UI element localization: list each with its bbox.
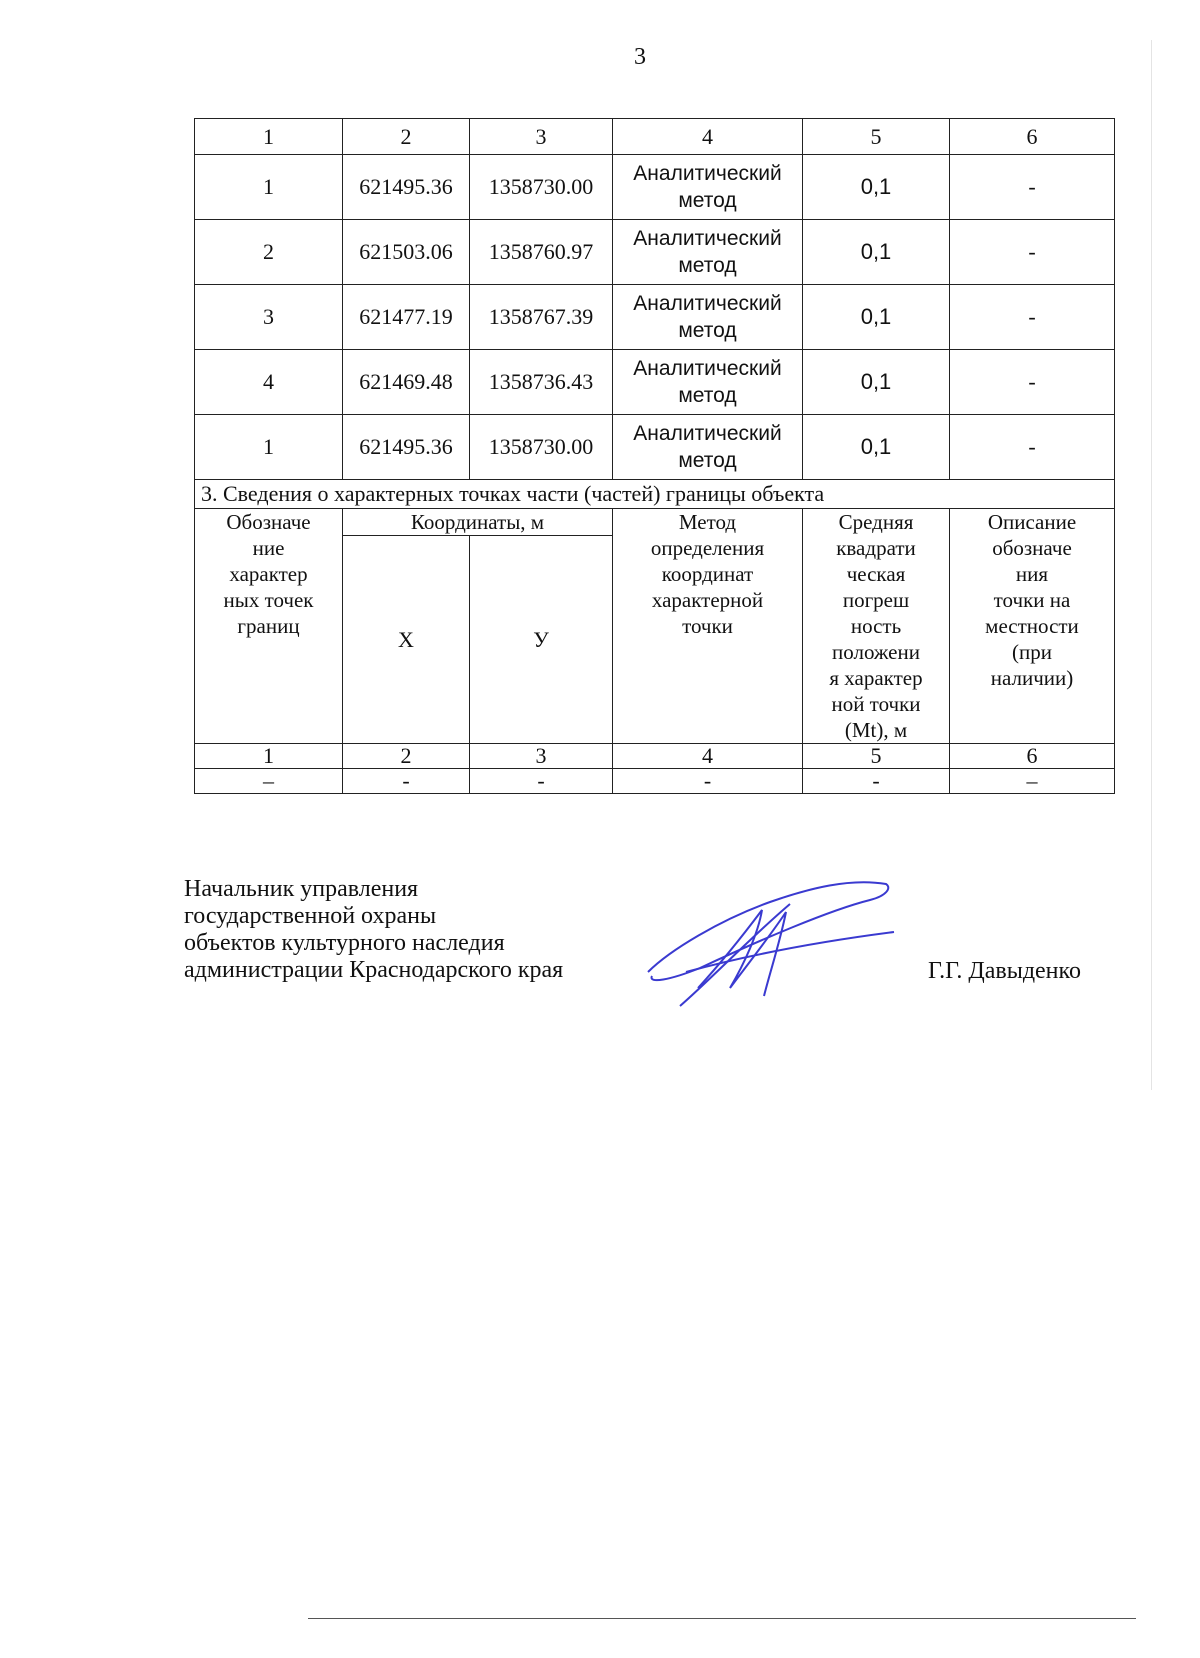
column-number: 3 [470,744,613,769]
header-text: координат [661,562,754,586]
header-text: характер [229,562,308,586]
empty-cell: – [195,769,343,794]
empty-cell: - [613,769,803,794]
coord-x: 621477.19 [343,285,470,350]
column-number: 5 [803,119,950,155]
header-text: ной точки [831,692,921,716]
description: - [950,155,1115,220]
point-number: 1 [195,415,343,480]
coord-x: 621495.36 [343,415,470,480]
coord-y: 1358760.97 [470,220,613,285]
header-text: точки [682,614,733,638]
header-text: характерной [651,588,764,612]
header-text: Обозначе [226,510,311,534]
table-row [195,350,1115,415]
coord-y: 1358767.39 [470,285,613,350]
section-3-empty-row [195,769,1115,794]
method-text: метод [678,449,737,472]
header-text: ных точек [223,588,314,612]
empty-cell: – [950,769,1115,794]
column-number: 2 [343,119,470,155]
description: - [950,350,1115,415]
header-mean-square-error [803,509,950,744]
point-number: 3 [195,285,343,350]
description: - [950,415,1115,480]
method-text: Аналитический [633,292,782,315]
point-number: 4 [195,350,343,415]
coord-x: 621469.48 [343,350,470,415]
method-text: метод [678,254,737,277]
header-text: границ [237,614,300,638]
signer-position-line: объектов культурного наследия [184,930,505,956]
column-number: 2 [343,744,470,769]
coord-y: 1358730.00 [470,415,613,480]
coord-y: 1358736.43 [470,350,613,415]
column-number-row [195,119,1115,155]
coord-y: 1358730.00 [470,155,613,220]
table-row [195,155,1115,220]
description: - [950,220,1115,285]
header-text: местности [985,614,1079,638]
page-number: 3 [634,44,646,70]
header-text: Средняя [838,510,914,534]
method-text: метод [678,384,737,407]
header-text: (Mt), м [844,718,908,742]
section-3-title: 3. Сведения о характерных точках части (частей) границы объекта [195,480,1115,509]
method-text: Аналитический [633,422,782,445]
signer-name: Г.Г. Давыденко [928,958,1081,984]
header-point-description [950,509,1115,744]
empty-cell: - [470,769,613,794]
mt-value: 0,1 [803,285,950,350]
header-text: обозначе [992,536,1072,560]
mt-value: 0,1 [803,155,950,220]
header-text: я характер [829,666,923,690]
column-number: 5 [803,744,950,769]
table-row [195,285,1115,350]
header-x: Х [343,536,470,744]
method-text: метод [678,319,737,342]
bottom-divider [308,1618,1136,1619]
method-text: метод [678,189,737,212]
handwritten-signature [640,880,900,1020]
section-3-header-row [195,509,1115,536]
column-number: 1 [195,744,343,769]
header-text: квадрати [836,536,916,560]
header-y: У [470,536,613,744]
column-number: 3 [470,119,613,155]
section-3-title-row [195,480,1115,509]
column-number: 6 [950,744,1115,769]
scan-edge-divider [1151,40,1152,1090]
header-point-designation [195,509,343,744]
header-text: (при [1012,640,1052,664]
header-text: ние [252,536,285,560]
method-cell [613,350,803,415]
header-text: точки на [993,588,1071,612]
signer-position-line: Начальник управления [184,876,419,902]
column-number: 6 [950,119,1115,155]
header-text: ния [1015,562,1049,586]
method-cell [613,220,803,285]
signer-position [184,876,563,984]
coordinates-table [194,118,1115,794]
header-text: положени [832,640,920,664]
empty-cell: - [803,769,950,794]
point-number: 1 [195,155,343,220]
method-text: Аналитический [633,227,782,250]
header-text: Описание [987,510,1077,534]
mt-value: 0,1 [803,220,950,285]
point-number: 2 [195,220,343,285]
method-cell [613,155,803,220]
header-text: наличии) [990,666,1074,690]
empty-cell: - [343,769,470,794]
coord-x: 621503.06 [343,220,470,285]
mt-value: 0,1 [803,415,950,480]
mt-value: 0,1 [803,350,950,415]
column-number: 1 [195,119,343,155]
coord-x: 621495.36 [343,155,470,220]
signer-position-line: администрации Краснодарского края [184,957,564,983]
section-3-number-row [195,744,1115,769]
column-number: 4 [613,119,803,155]
header-text: определения [650,536,765,560]
header-text: ческая [846,562,906,586]
column-number: 4 [613,744,803,769]
method-text: Аналитический [633,357,782,380]
header-method [613,509,803,744]
header-text: Метод [678,510,737,534]
header-text: ность [850,614,902,638]
header-coordinates: Координаты, м [343,509,613,536]
header-text: погреш [842,588,910,612]
method-cell [613,285,803,350]
method-cell [613,415,803,480]
table-row [195,415,1115,480]
table-row [195,220,1115,285]
signer-position-line: государственной охраны [184,903,437,929]
description: - [950,285,1115,350]
method-text: Аналитический [633,162,782,185]
